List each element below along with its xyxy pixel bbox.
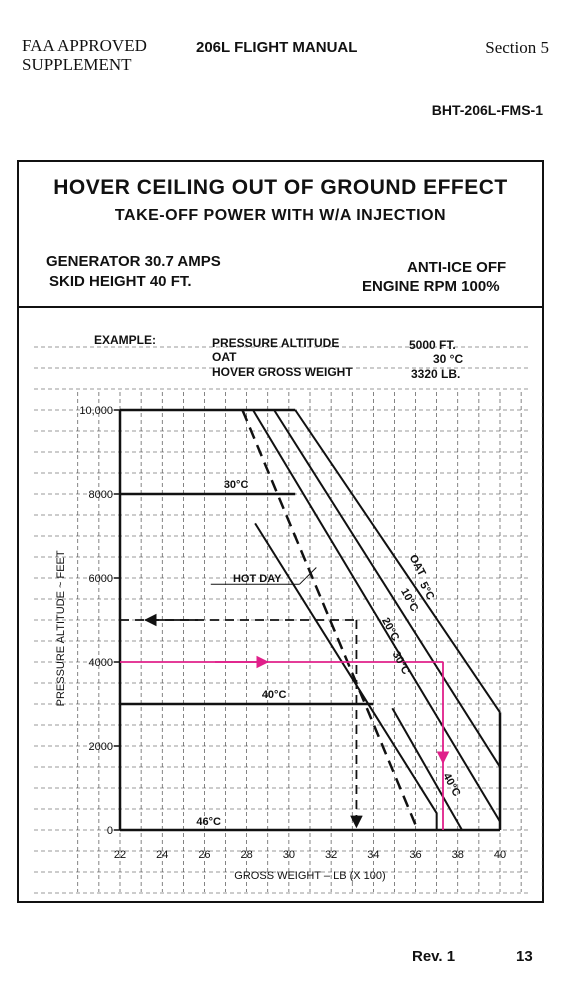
x-tick-label: 28	[240, 849, 253, 861]
y-tick-label: 6000	[88, 573, 113, 585]
manual-title: 206L FLIGHT MANUAL	[196, 39, 358, 56]
chart-subtitle: TAKE-OFF POWER WITH W/A INJECTION	[114, 207, 447, 224]
y-tick-label: 0	[106, 825, 113, 837]
y-tick-label: 8000	[88, 489, 113, 501]
example-label-weight: HOVER GROSS WEIGHT	[212, 365, 353, 379]
example-value-altitude: 5000 FT.	[409, 338, 456, 352]
x-tick-label: 26	[198, 849, 211, 861]
example-label-oat: OAT	[212, 350, 237, 364]
y-tick-label: 10,000	[79, 405, 113, 417]
y-tick-label: 2000	[88, 741, 113, 753]
oat-label: OAT	[406, 552, 428, 579]
generator-condition: GENERATOR 30.7 AMPS	[46, 253, 221, 270]
series-line	[255, 523, 437, 830]
example-value-weight: 3320 LB.	[411, 367, 461, 381]
supplement-line2: SUPPLEMENT	[22, 55, 132, 74]
section-label: Section 5	[485, 38, 549, 57]
x-tick-label: 24	[156, 849, 169, 861]
x-tick-label: 36	[409, 849, 422, 861]
x-tick-label: 22	[113, 849, 127, 861]
series-label-40c: 40°C	[440, 771, 463, 799]
series-line	[274, 410, 500, 767]
document-id: BHT-206L-FMS-1	[431, 102, 543, 118]
boundary-label-46c: 46°C	[196, 816, 221, 828]
x-tick-label: 34	[367, 849, 380, 861]
page-number: 13	[516, 948, 533, 965]
example-label-altitude: PRESSURE ALTITUDE	[212, 336, 340, 350]
x-tick-label: 32	[324, 849, 338, 861]
boundary-label-30c: 30°C	[223, 479, 249, 491]
example-value-oat: 30 °C	[433, 352, 464, 366]
series-label-30c: 30°C	[389, 649, 412, 677]
series-line	[392, 708, 462, 830]
skid-height-condition: SKID HEIGHT 40 FT.	[49, 273, 192, 290]
series-line	[253, 410, 500, 822]
x-tick-label: 30	[282, 849, 296, 861]
axes	[55, 405, 506, 882]
series-label-10c: 10°C	[398, 586, 421, 614]
y-axis-label: PRESSURE ALTITUDE ~ FEET	[55, 550, 67, 707]
series-label-5c: 5°C	[417, 580, 437, 603]
supplement-line1: FAA APPROVED	[22, 36, 147, 55]
x-axis-label: GROSS WEIGHT – LB (X 100)	[234, 870, 386, 882]
anti-ice-condition: ANTI-ICE OFF	[407, 259, 507, 276]
engine-rpm-condition: ENGINE RPM 100%	[362, 278, 500, 295]
series-label-20c: 20°C	[379, 615, 402, 644]
x-tick-label: 38	[451, 849, 464, 861]
boundary-label-40c: 40°C	[261, 689, 287, 701]
y-tick-label: 4000	[88, 657, 113, 669]
chart-title: HOVER CEILING OUT OF GROUND EFFECT	[53, 176, 508, 199]
hot-day-label: HOT DAY	[232, 573, 282, 585]
example-heading: EXAMPLE:	[94, 333, 157, 347]
revision-label: Rev. 1	[412, 948, 456, 965]
x-tick-label: 40	[493, 849, 507, 861]
chart-labels	[196, 479, 462, 828]
